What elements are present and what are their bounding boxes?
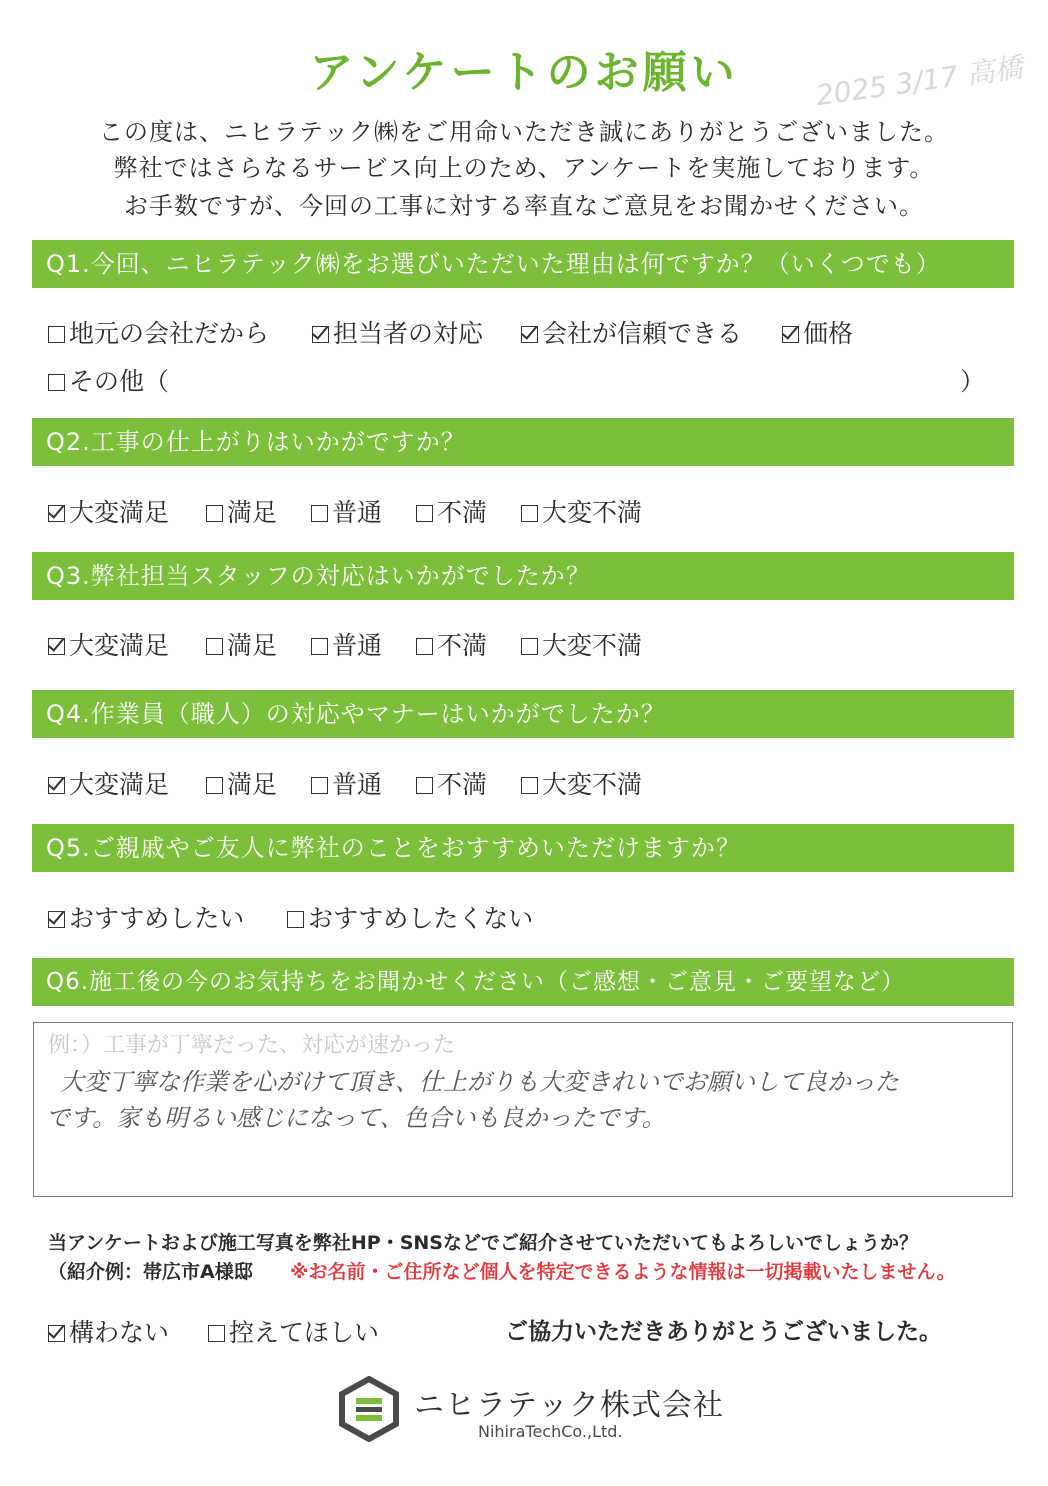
q4-option-2[interactable]: 満足 (206, 765, 277, 801)
q3-option-5[interactable]: 大変不満 (521, 626, 642, 662)
checkbox-icon[interactable] (287, 911, 304, 928)
intro-line-1: この度は、ニヒラテック㈱をご用命いただき誠にありがとうございました。 (99, 118, 949, 146)
consent-options (0, 1313, 500, 1353)
checkbox-checked-icon[interactable] (48, 777, 65, 794)
checkbox-checked-icon[interactable] (48, 1325, 65, 1342)
q1-option-staff[interactable]: 担当者の対応 (312, 314, 483, 350)
q3-option-1[interactable]: 大変満足 (48, 626, 169, 662)
thanks-message: ご協力いただきありがとうございました。 (505, 1319, 942, 1345)
checkbox-checked-icon[interactable] (48, 505, 65, 522)
q2-option-3[interactable]: 普通 (311, 493, 382, 529)
q5-heading: Q5.ご親戚やご友人に弊社のことをおすすめいただけますか？ (32, 824, 1014, 872)
comment-answer-line-1: 大変丁寧な作業を心がけて頂き、仕上がりも大変きれいでお願いして良かった (60, 1068, 900, 1096)
checkbox-icon[interactable] (311, 505, 328, 522)
checkbox-icon[interactable] (206, 505, 223, 522)
q3-option-4[interactable]: 不満 (416, 626, 487, 662)
checkbox-icon[interactable] (521, 505, 538, 522)
consent-option-decline[interactable]: 控えてほしい (208, 1313, 379, 1349)
consent-privacy-note: ※お名前・ご住所など個人を特定できるような情報は一切掲載いたしません。 (290, 1261, 956, 1283)
checkbox-checked-icon[interactable] (48, 638, 65, 655)
handwritten-date: 2025 3/17 高橋 (813, 50, 1025, 113)
q3-option-2[interactable]: 満足 (206, 626, 277, 662)
q2-heading: Q2.工事の仕上がりはいかがですか？ (32, 418, 1014, 466)
checkbox-icon[interactable] (521, 777, 538, 794)
hexagon-logo-icon (338, 1376, 400, 1446)
consent-option-ok[interactable]: 構わない (48, 1313, 169, 1349)
checkbox-icon[interactable] (208, 1325, 225, 1342)
q3-option-3[interactable]: 普通 (311, 626, 382, 662)
q1-heading: Q1.今回、ニヒラテック㈱をお選びいただいた理由は何ですか？（いくつでも） (32, 240, 1014, 288)
q1-options (0, 314, 1048, 354)
q5-options (0, 899, 1048, 939)
checkbox-icon[interactable] (416, 505, 433, 522)
q3-options (0, 626, 1048, 666)
intro-line-2: 弊社ではさらなるサービス向上のため、アンケートを実施しております。 (113, 154, 935, 182)
q2-option-1[interactable]: 大変満足 (48, 493, 169, 529)
checkbox-checked-icon[interactable] (312, 326, 329, 343)
q1-other-close: ） (960, 367, 986, 396)
checkbox-icon[interactable] (311, 777, 328, 794)
q1-other-row (0, 362, 1048, 402)
intro-line-3: お手数ですが、今回の工事に対する率直なご意見をお聞かせください。 (124, 192, 924, 220)
checkbox-icon[interactable] (416, 638, 433, 655)
q2-options (0, 493, 1048, 533)
checkbox-checked-icon[interactable] (521, 326, 538, 343)
q2-option-2[interactable]: 満足 (206, 493, 277, 529)
company-name: ニヒラテック株式会社 (414, 1388, 724, 1423)
page-title: アンケートのお願い (309, 47, 739, 98)
checkbox-checked-icon[interactable] (48, 911, 65, 928)
q3-heading: Q3.弊社担当スタッフの対応はいかがでしたか？ (32, 552, 1014, 600)
consent-example: （紹介例：帯広市A様邸 (48, 1261, 253, 1283)
q5-option-yes[interactable]: おすすめしたい (48, 899, 244, 935)
q4-heading: Q4.作業員（職人）の対応やマナーはいかがでしたか？ (32, 690, 1014, 738)
comment-answer-line-2: です。家も明るい感じになって、色合いも良かったです。 (46, 1104, 666, 1132)
company-name-en: NihiraTechCo.,Ltd. (478, 1422, 623, 1441)
checkbox-icon[interactable] (521, 638, 538, 655)
q6-heading: Q6.施工後の今のお気持ちをお聞かせください（ご感想・ご意見・ご要望など） (32, 958, 1014, 1006)
checkbox-checked-icon[interactable] (782, 326, 799, 343)
checkbox-icon[interactable] (416, 777, 433, 794)
q1-option-price[interactable]: 価格 (782, 314, 853, 350)
q4-options (0, 765, 1048, 805)
q2-option-5[interactable]: 大変不満 (521, 493, 642, 529)
q1-option-other[interactable]: その他（ (48, 362, 169, 398)
checkbox-icon[interactable] (48, 374, 65, 391)
checkbox-icon[interactable] (48, 326, 65, 343)
checkbox-icon[interactable] (206, 638, 223, 655)
q1-option-local[interactable]: 地元の会社だから (48, 314, 269, 350)
checkbox-icon[interactable] (311, 638, 328, 655)
q1-option-trust[interactable]: 会社が信頼できる (521, 314, 742, 350)
q5-option-no[interactable]: おすすめしたくない (287, 899, 533, 935)
q2-option-4[interactable]: 不満 (416, 493, 487, 529)
q4-option-1[interactable]: 大変満足 (48, 765, 169, 801)
consent-question: 当アンケートおよび施工写真を弊社HP・SNSなどでご紹介させていただいてもよろしいでしょうか？ (48, 1232, 918, 1254)
q4-option-3[interactable]: 普通 (311, 765, 382, 801)
q4-option-4[interactable]: 不満 (416, 765, 487, 801)
q4-option-5[interactable]: 大変不満 (521, 765, 642, 801)
comment-example: 例：）工事が丁寧だった、対応が速かった (48, 1033, 456, 1058)
checkbox-icon[interactable] (206, 777, 223, 794)
